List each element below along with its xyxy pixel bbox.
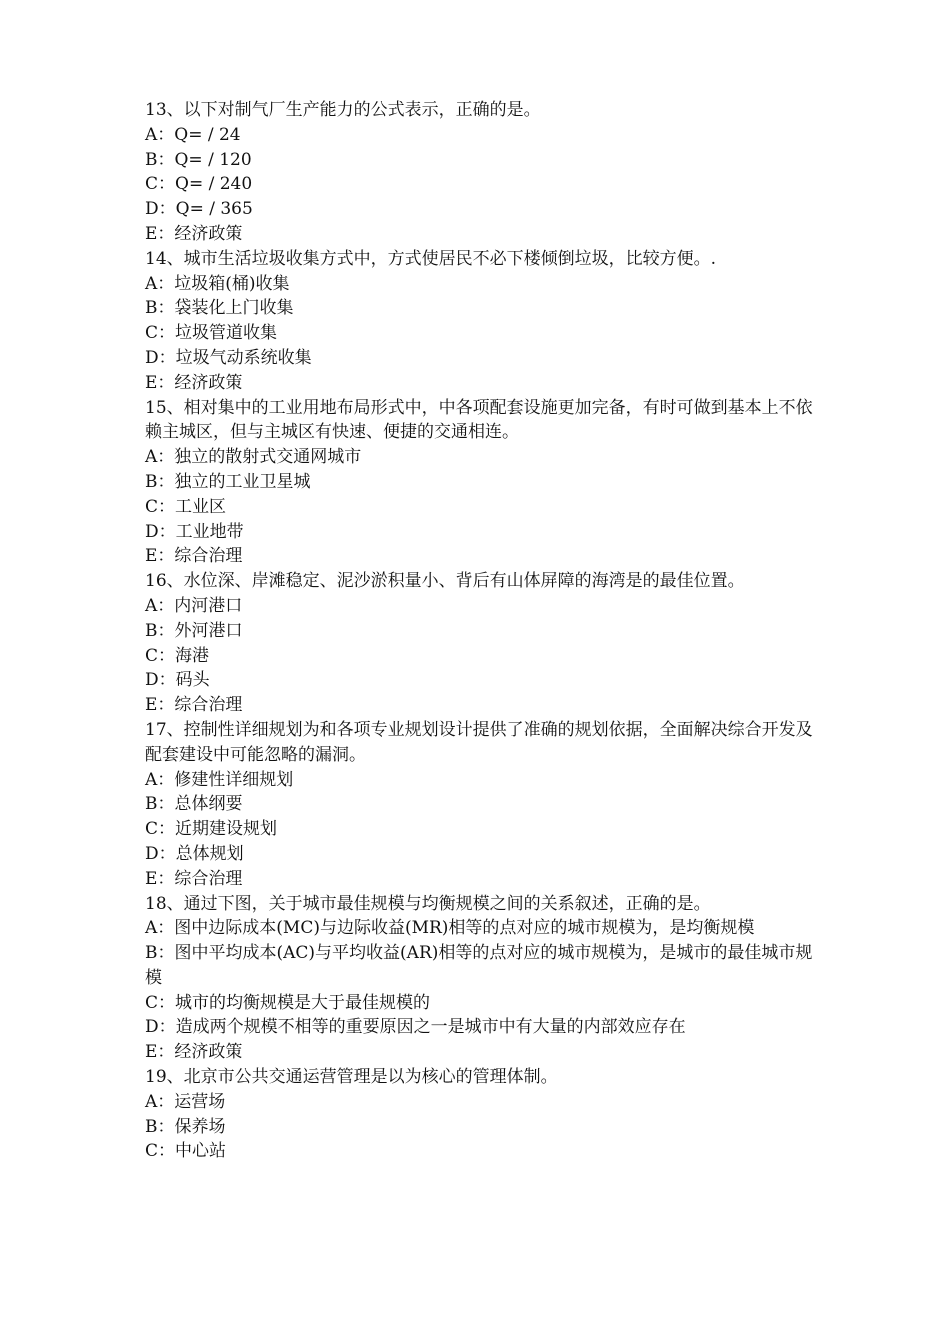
- option-a: A：内河港口: [145, 595, 243, 616]
- question-14: [145, 247, 815, 396]
- question-stem: 19、北京市公共交通运营管理是以为核心的管理体制。: [145, 1067, 558, 1088]
- option-b: B：保养场: [145, 1116, 226, 1137]
- question-19: [145, 1065, 815, 1164]
- option-d: D：码头: [145, 670, 210, 691]
- option-e: E：综合治理: [145, 546, 243, 567]
- question-stem: 17、控制性详细规划为和各项专业规划设计提供了准确的规划依据，全面解决综合开发及配套建设中可能忽略的漏洞。: [145, 719, 813, 765]
- option-a: A：独立的散射式交通网城市: [145, 447, 362, 468]
- option-b: B：Q= / 120: [145, 149, 252, 170]
- option-a: A：修建性详细规划: [145, 769, 294, 790]
- option-b: B：独立的工业卫星城: [145, 471, 311, 492]
- option-d: D：Q= / 365: [145, 199, 253, 220]
- option-a: A：Q= / 24: [145, 124, 241, 145]
- question-stem: 14、城市生活垃圾收集方式中，方式使居民不必下楼倾倒垃圾，比较方便。.: [145, 248, 717, 269]
- option-d: D：总体规划: [145, 843, 244, 864]
- option-b: B：袋装化上门收集: [145, 298, 294, 319]
- option-e: E：经济政策: [145, 1042, 243, 1063]
- option-e: E：经济政策: [145, 372, 243, 393]
- option-d: D：工业地带: [145, 521, 244, 542]
- option-d: D：造成两个规模不相等的重要原因之一是城市中有大量的内部效应存在: [145, 1017, 686, 1038]
- option-c: C：中心站: [145, 1141, 227, 1162]
- question-stem: 18、通过下图，关于城市最佳规模与均衡规模之间的关系叙述，正确的是。: [145, 893, 711, 914]
- question-18: [145, 892, 815, 1066]
- option-d: D：垃圾气动系统收集: [145, 347, 312, 368]
- option-c: C：城市的均衡规模是大于最佳规模的: [145, 992, 431, 1013]
- option-b: B：图中平均成本(AC)与平均收益(AR)相等的点对应的城市规模为，是城市的最佳城市规模: [145, 943, 813, 988]
- question-stem: 15、相对集中的工业用地布局形式中，中各项配套设施更加完备，有时可做到基本上不依赖主城区，但与主城区有快速、便捷的交通相连。: [145, 397, 813, 443]
- option-e: E：综合治理: [145, 695, 243, 716]
- option-b: B：外河港口: [145, 620, 243, 641]
- option-a: A：图中边际成本(MC)与边际收益(MR)相等的点对应的城市规模为，是均衡规模: [145, 918, 755, 939]
- question-13: [145, 98, 815, 247]
- option-a: A：垃圾箱(桶)收集: [145, 273, 290, 294]
- option-a: A：运营场: [145, 1091, 226, 1112]
- document-page: [145, 98, 815, 1164]
- option-c: C：近期建设规划: [145, 819, 278, 840]
- question-17: [145, 718, 815, 892]
- option-c: C：Q= / 240: [145, 174, 253, 195]
- question-15: [145, 396, 815, 570]
- question-stem: 13、以下对制气厂生产能力的公式表示，正确的是。: [145, 100, 541, 120]
- option-c: C：垃圾管道收集: [145, 323, 278, 344]
- question-stem: 16、水位深、岸滩稳定、泥沙淤积量小、背后有山体屏障的海湾是的最佳位置。: [145, 571, 745, 592]
- option-e: E：经济政策: [145, 223, 243, 244]
- option-c: C：海港: [145, 645, 210, 666]
- option-e: E：综合治理: [145, 868, 243, 889]
- option-c: C：工业区: [145, 496, 227, 517]
- question-16: [145, 569, 815, 718]
- option-b: B：总体纲要: [145, 794, 243, 815]
